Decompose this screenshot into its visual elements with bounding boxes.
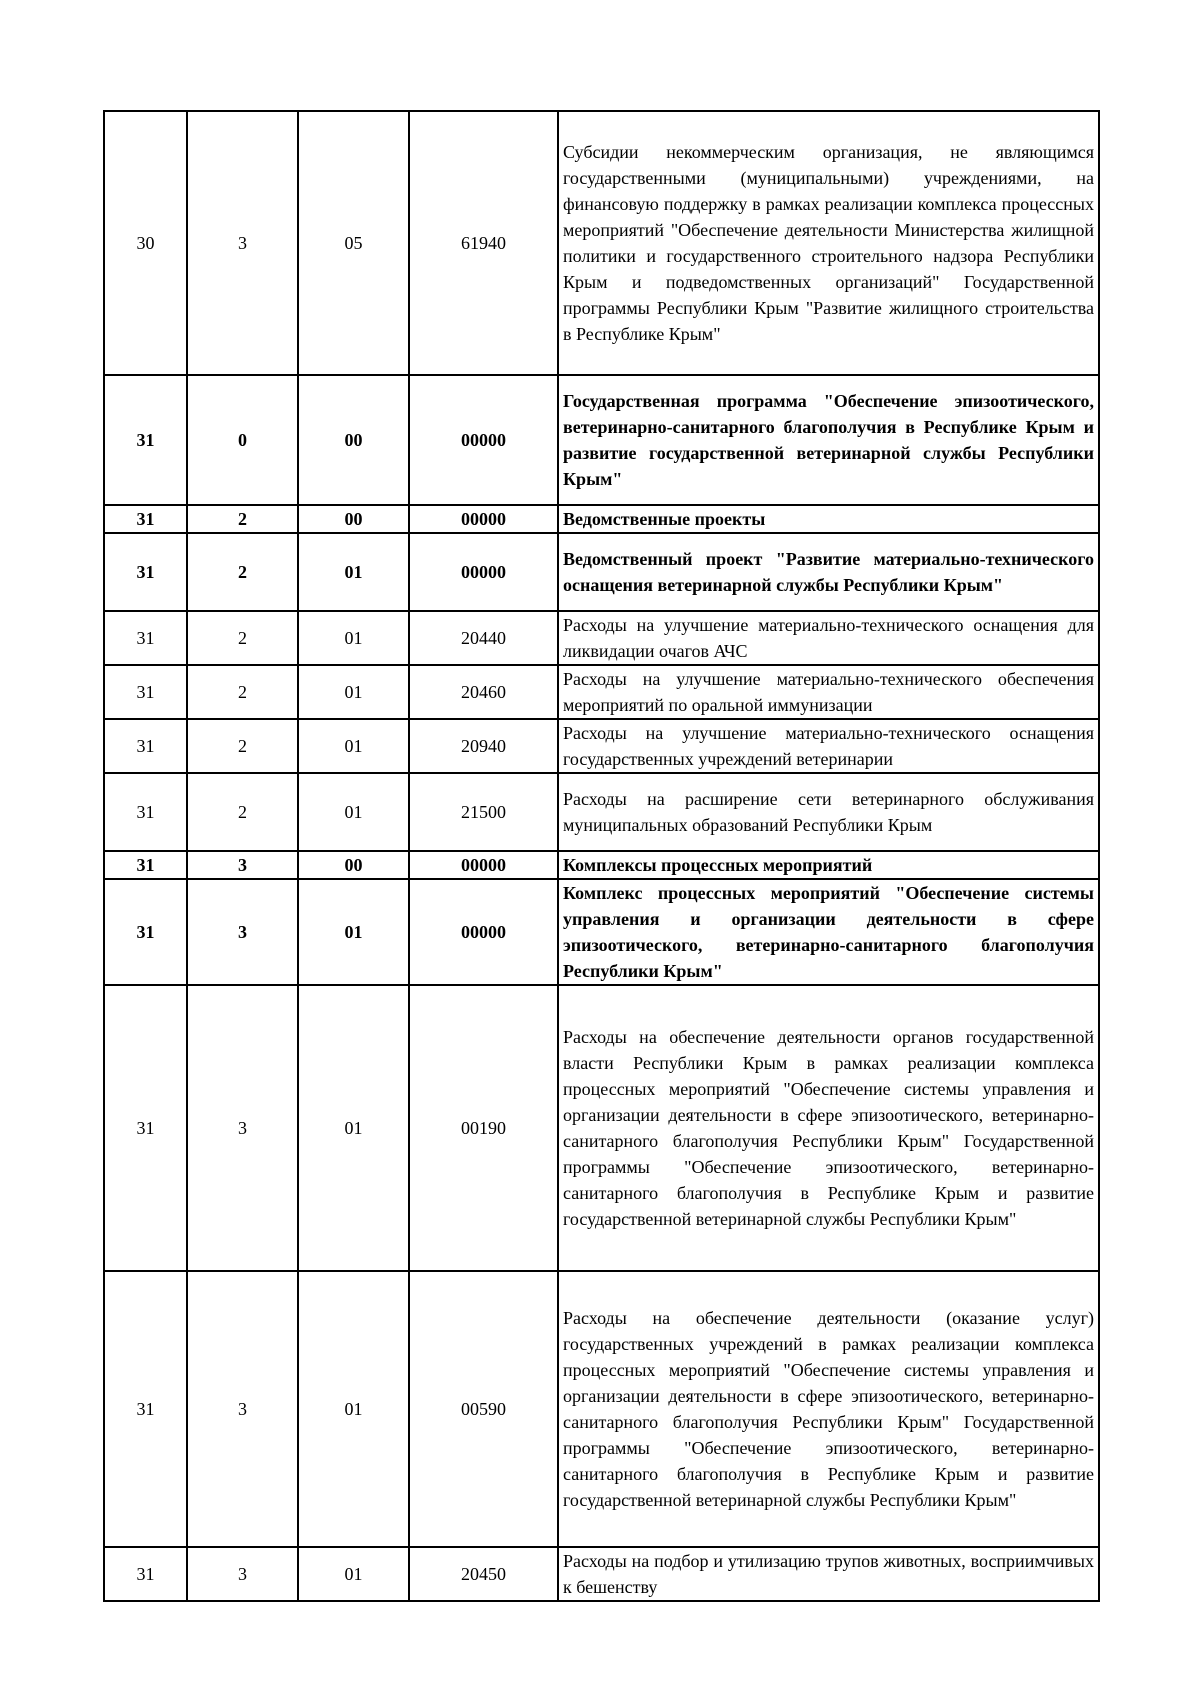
main-event-code-cell: 05 <box>298 111 409 375</box>
program-code-cell: 31 <box>104 505 187 533</box>
main-event-code-cell: 01 <box>298 1271 409 1547</box>
main-event-code-cell: 01 <box>298 533 409 611</box>
main-event-code-cell: 01 <box>298 985 409 1271</box>
description-cell: Субсидии некоммерческим организация, не являющимся государственными (муниципальными) учреждениями, на финансовую поддержку в рамках реализации комплекса процессных мероприятий "Обеспечение деятельности Министерства жилищной политики и государственного строительного надзора Республики Крым и подведомственных организаций" Государственной программы Республики Крым "Развитие жилищного строительства в Республике Крым" <box>558 111 1099 375</box>
description-cell: Расходы на улучшение материально-технического обеспечения мероприятий по оральной иммунизации <box>558 665 1099 719</box>
direction-code-cell: 00190 <box>409 985 558 1271</box>
table-row <box>104 1547 1099 1601</box>
table-row <box>104 1271 1099 1547</box>
description-cell: Расходы на улучшение материально-технического оснащения государственных учреждений ветеринарии <box>558 719 1099 773</box>
program-code-cell: 31 <box>104 985 187 1271</box>
table-body <box>104 111 1099 1601</box>
subprogram-code-cell: 3 <box>187 1271 298 1547</box>
main-event-code-cell: 01 <box>298 879 409 985</box>
subprogram-code-cell: 2 <box>187 611 298 665</box>
subprogram-code-cell: 3 <box>187 985 298 1271</box>
table-row <box>104 879 1099 985</box>
main-event-code-cell: 00 <box>298 505 409 533</box>
direction-code-cell: 00000 <box>409 505 558 533</box>
subprogram-code-cell: 2 <box>187 773 298 851</box>
program-code-cell: 31 <box>104 1271 187 1547</box>
description-cell: Расходы на подбор и утилизацию трупов животных, восприимчивых к бешенству <box>558 1547 1099 1601</box>
subprogram-code-cell: 2 <box>187 665 298 719</box>
description-cell: Государственная программа "Обеспечение эпизоотического, ветеринарно-санитарного благополучия в Республике Крым и развитие государственной ветеринарной службы Республики Крым" <box>558 375 1099 505</box>
description-cell: Комплекс процессных мероприятий "Обеспечение системы управления и организации деятельности в сфере эпизоотического, ветеринарно-санитарного благополучия Республики Крым" <box>558 879 1099 985</box>
program-code-cell: 31 <box>104 773 187 851</box>
direction-code-cell: 00590 <box>409 1271 558 1547</box>
table-row <box>104 773 1099 851</box>
description-cell: Расходы на расширение сети ветеринарного обслуживания муниципальных образований Республики Крым <box>558 773 1099 851</box>
main-event-code-cell: 00 <box>298 375 409 505</box>
program-code-cell: 31 <box>104 719 187 773</box>
description-cell: Расходы на улучшение материально-технического оснащения для ликвидации очагов АЧС <box>558 611 1099 665</box>
main-event-code-cell: 01 <box>298 665 409 719</box>
subprogram-code-cell: 2 <box>187 533 298 611</box>
main-event-code-cell: 01 <box>298 611 409 665</box>
subprogram-code-cell: 2 <box>187 719 298 773</box>
table-row <box>104 505 1099 533</box>
description-cell: Расходы на обеспечение деятельности (оказание услуг) государственных учреждений в рамках реализации комплекса процессных мероприятий "Обеспечение системы управления и организации деятельности в сфере эпизоотического, ветеринарно-санитарного благополучия Республики Крым" Государственной программы "Обеспечение эпизоотического, ветеринарно-санитарного благополучия в Республике Крым и развитие государственной ветеринарной службы Республики Крым" <box>558 1271 1099 1547</box>
subprogram-code-cell: 0 <box>187 375 298 505</box>
table-row <box>104 611 1099 665</box>
table-row <box>104 665 1099 719</box>
subprogram-code-cell: 3 <box>187 851 298 879</box>
direction-code-cell: 20460 <box>409 665 558 719</box>
program-code-cell: 31 <box>104 665 187 719</box>
description-cell: Комплексы процессных мероприятий <box>558 851 1099 879</box>
main-event-code-cell: 01 <box>298 773 409 851</box>
budget-classification-table <box>103 110 1100 1602</box>
program-code-cell: 31 <box>104 375 187 505</box>
program-code-cell: 30 <box>104 111 187 375</box>
subprogram-code-cell: 3 <box>187 1547 298 1601</box>
direction-code-cell: 00000 <box>409 533 558 611</box>
direction-code-cell: 00000 <box>409 375 558 505</box>
direction-code-cell: 00000 <box>409 851 558 879</box>
program-code-cell: 31 <box>104 851 187 879</box>
table-row <box>104 985 1099 1271</box>
direction-code-cell: 20940 <box>409 719 558 773</box>
program-code-cell: 31 <box>104 611 187 665</box>
direction-code-cell: 20440 <box>409 611 558 665</box>
subprogram-code-cell: 3 <box>187 111 298 375</box>
table-row <box>104 533 1099 611</box>
main-event-code-cell: 01 <box>298 719 409 773</box>
program-code-cell: 31 <box>104 1547 187 1601</box>
direction-code-cell: 20450 <box>409 1547 558 1601</box>
table-row <box>104 111 1099 375</box>
main-event-code-cell: 00 <box>298 851 409 879</box>
table-row <box>104 851 1099 879</box>
direction-code-cell: 21500 <box>409 773 558 851</box>
program-code-cell: 31 <box>104 533 187 611</box>
table-row <box>104 375 1099 505</box>
main-event-code-cell: 01 <box>298 1547 409 1601</box>
subprogram-code-cell: 3 <box>187 879 298 985</box>
table-row <box>104 719 1099 773</box>
description-cell: Расходы на обеспечение деятельности органов государственной власти Республики Крым в рамках реализации комплекса процессных мероприятий "Обеспечение системы управления и организации деятельности в сфере эпизоотического, ветеринарно-санитарного благополучия Республики Крым" Государственной программы "Обеспечение эпизоотического, ветеринарно-санитарного благополучия в Республике Крым и развитие государственной ветеринарной службы Республики Крым" <box>558 985 1099 1271</box>
description-cell: Ведомственный проект "Развитие материально-технического оснащения ветеринарной службы Республики Крым" <box>558 533 1099 611</box>
direction-code-cell: 00000 <box>409 879 558 985</box>
description-cell: Ведомственные проекты <box>558 505 1099 533</box>
program-code-cell: 31 <box>104 879 187 985</box>
direction-code-cell: 61940 <box>409 111 558 375</box>
subprogram-code-cell: 2 <box>187 505 298 533</box>
